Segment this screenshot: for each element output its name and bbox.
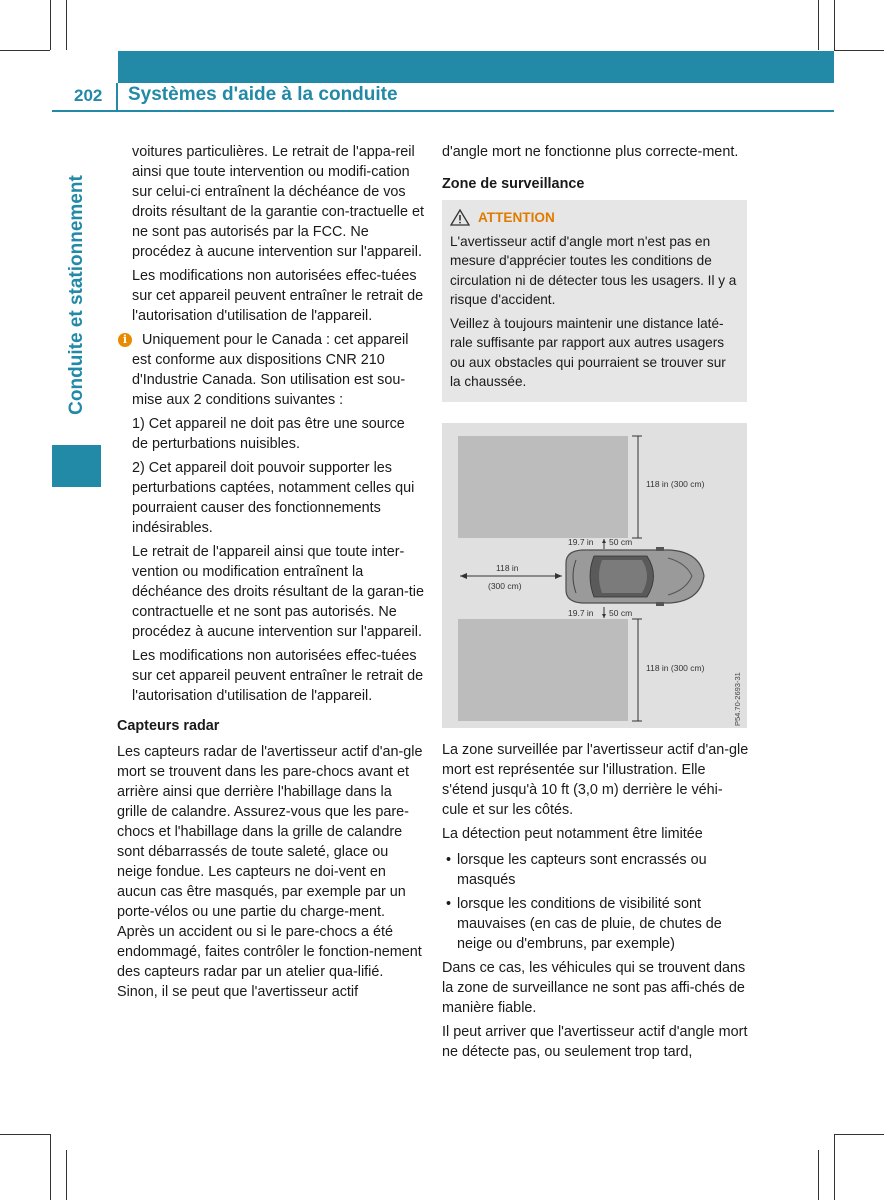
crop-mark xyxy=(818,1150,819,1200)
warning-text: L'avertisseur actif d'angle mort n'est pas en mesure d'apprécier toutes les conditions de circulation ni de détecter tous les usagers. Il y a risque d'accident. xyxy=(450,233,737,307)
right-column xyxy=(442,142,747,402)
left-column xyxy=(117,142,424,1006)
top-zone xyxy=(458,436,628,538)
car-top-view xyxy=(566,547,704,606)
section-heading: Zone de surveillance xyxy=(442,176,585,192)
crop-mark xyxy=(50,0,51,50)
zone-diagram xyxy=(442,423,747,728)
paragraph: voitures particulières. Le retrait de l'appa-reil ainsi que toute intervention ou modifi-cation sur celui-ci entraînent la déchéance de vos droits résultant de la garantie con-tractuelle et ne sont pas autorisés par la FCC. Ne procédez à aucune intervention sur l'appareil. xyxy=(132,144,424,260)
monitoring-zone-figure xyxy=(442,423,747,728)
side-tab-marker xyxy=(52,445,101,487)
crop-mark xyxy=(66,1150,67,1200)
paragraph: Le retrait de l'appareil ainsi que toute inter-vention ou modification entraînent la déchéance des droits résultant de la garan-tie contractuelle et ne sont pas autorisés. Ne procédez à aucune intervention sur l'appareil. xyxy=(132,544,424,640)
top-zone-label: 118 in (300 cm) xyxy=(646,479,705,489)
warning-title: ATTENTION xyxy=(478,210,555,225)
paragraph: Les modifications non autorisées effec-tuées sur cet appareil peuvent entraîner le retrait de l'autorisation d'utilisation de l'appareil. xyxy=(132,268,424,324)
page-number: 202 xyxy=(74,86,103,105)
side-top-cm: 50 cm xyxy=(609,537,633,547)
side-bottom-cm: 50 cm xyxy=(609,608,633,618)
section-title: Systèmes d'aide à la conduite xyxy=(128,84,398,105)
crop-mark xyxy=(66,0,67,50)
section-heading: Capteurs radar xyxy=(117,718,220,734)
paragraph: Dans ce cas, les véhicules qui se trouvent dans la zone de surveillance ne sont pas affi-chés de manière fiable. xyxy=(442,960,746,1016)
list-item: • lorsque les capteurs sont encrassés ou masqués xyxy=(442,850,749,890)
header-number-box xyxy=(52,51,116,83)
right-column-lower xyxy=(442,740,749,1066)
list-item: • lorsque les conditions de visibilité sont mauvaises (en cas de pluie, de chutes de neige ou d'embruns, par exemple) xyxy=(442,894,749,954)
paragraph: d'angle mort ne fonctionne plus correcte-ment. xyxy=(442,144,739,160)
header-bar xyxy=(118,51,834,83)
info-icon: i xyxy=(118,333,132,347)
bottom-zone xyxy=(458,619,628,721)
limitation-list xyxy=(442,850,749,954)
warning-box xyxy=(442,200,747,402)
crop-mark xyxy=(834,1134,835,1200)
bottom-zone-label: 118 in (300 cm) xyxy=(646,663,705,673)
crop-mark xyxy=(834,1134,884,1135)
crop-mark xyxy=(0,50,50,51)
paragraph: Les capteurs radar de l'avertisseur actif d'an-gle mort se trouvent dans les pare-chocs avant et arrière ainsi que derrière l'habillage dans la grille de calandre. Assurez-vous que les pare-chocs et l'habillage dans la grille de calandre sont débarrassés de toute saleté, glace ou neige fondue. Les capteurs ne doi-vent en aucun cas être masqués, par exemple par un porte-vélos ou une partie du charge-ment. Après un accident ou si le pare-chocs a été endommagé, faites contrôler le fonction-nement des capteurs radar par un atelier qua-lifié. Sinon, il se peut que l'avertisseur actif xyxy=(117,744,423,1000)
paragraph: La zone surveillée par l'avertisseur actif d'an-gle mort est représentée sur l'illustration. Elle s'étend jusqu'à 10 ft (3,0 m) derrière le véhi-cule et sur les côtés. xyxy=(442,742,749,818)
rear-distance-cm: (300 cm) xyxy=(488,581,522,591)
paragraph: 1) Cet appareil ne doit pas être une source de perturbations nuisibles. xyxy=(132,416,405,452)
warning-header xyxy=(450,208,739,228)
warning-triangle-icon xyxy=(450,209,470,226)
paragraph: La détection peut notamment être limitée xyxy=(442,826,703,842)
paragraph: Il peut arriver que l'avertisseur actif d'angle mort ne détecte pas, ou seulement trop tard, xyxy=(442,1024,748,1060)
info-paragraph xyxy=(117,330,424,410)
header-rule xyxy=(52,110,834,112)
side-top-label: 19.7 in xyxy=(568,537,594,547)
crop-mark xyxy=(834,0,835,50)
paragraph: Les modifications non autorisées effec-tuées sur cet appareil peuvent entraîner le retrait de l'autorisation d'utilisation de l'appareil. xyxy=(132,648,424,704)
rear-distance-label: 118 in xyxy=(496,563,519,573)
info-text: Uniquement pour le Canada : cet appareil est conforme aux dispositions CNR 210 d'Industrie Canada. Son utilisation est sou-mise aux 2 conditions suivantes : xyxy=(132,332,409,408)
crop-mark xyxy=(834,50,884,51)
side-bottom-label: 19.7 in xyxy=(568,608,594,618)
crop-mark xyxy=(0,1134,50,1135)
paragraph: 2) Cet appareil doit pouvoir supporter les perturbations captées, notamment celles qui pourraient causer des fonctionnements indésirables. xyxy=(132,460,415,536)
crop-mark xyxy=(818,0,819,50)
warning-text: Veillez à toujours maintenir une distance laté-rale suffisante par rapport aux autres usagers ou aux obstacles qui pourraient se trouver sur la chaussée. xyxy=(450,315,726,389)
header-divider xyxy=(116,83,118,112)
figure-reference: P54.70-2693-31 xyxy=(733,672,742,726)
crop-mark xyxy=(50,1134,51,1200)
side-tab-label: Conduite et stationnement xyxy=(65,175,87,415)
